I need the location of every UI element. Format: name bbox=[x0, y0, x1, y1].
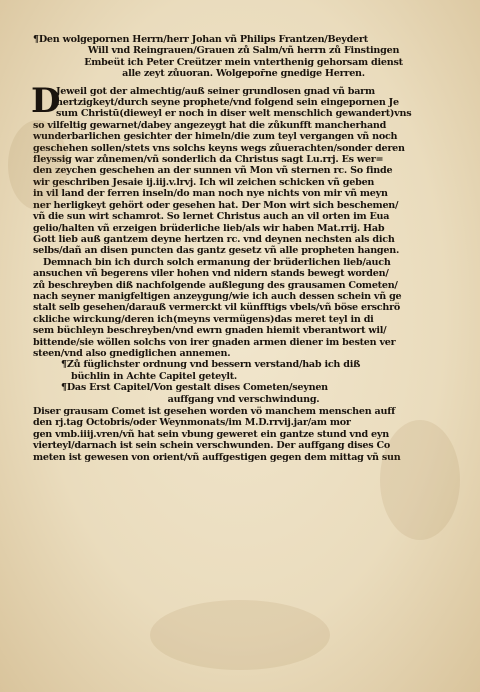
text-line: Jeweil got der almechtig/auß seiner grundlosen gnad vñ barm bbox=[56, 85, 375, 97]
text-line: vierteyl/darnach ist sein schein verschwunden. Der auffgang dises Co bbox=[33, 440, 390, 452]
text-line: hertzigkeyt/durch seyne prophete/vnd folgend sein eingepornen Je bbox=[56, 97, 399, 109]
initial-letter: D bbox=[31, 80, 61, 121]
text-line: Gott lieb auß gantzem deyne hertzen rc. vnd deynen nechsten als dich bbox=[33, 233, 395, 245]
text-line: gen vmb.iiij.vren/vñ hat sein vbung geweret ein gantze stund vnd eyn bbox=[33, 428, 389, 440]
text-line: gelio/halten vñ erzeigen brüderliche lieb/als wir haben Mat.rrij. Hab bbox=[33, 222, 385, 234]
paper-stain bbox=[8, 120, 68, 210]
text-line: selbs/dañ an disen puncten das gantz gesetz vñ alle propheten hangen. bbox=[33, 245, 400, 257]
text-line: wunderbarlichen gesichter der himeln/die zum teyl vergangen vñ noch bbox=[33, 131, 398, 143]
order-note bbox=[33, 359, 454, 382]
text-line: geschehen sollen/stets vns solchs keyns wegs zůuerachten/sonder deren bbox=[33, 142, 405, 154]
text-line: ansuchen vñ begerens viler hohen vnd nidern stands bewegt worden/ bbox=[33, 268, 389, 280]
dedication-line: Embeüt ich Peter Creützer mein vnterthenig gehorsam dienst bbox=[84, 56, 403, 68]
text-line: stalt selb gesehen/darauß vermerckt vil künfftigs vbels/vñ böse erschrö bbox=[33, 302, 401, 314]
text-line: den rj.tag Octobris/oder Weynmonats/im M.D.rrvij.jar/am mor bbox=[33, 417, 351, 429]
text-line: nach seyner manigfeltigen anzeygung/wie ich auch dessen schein vñ ge bbox=[33, 290, 402, 302]
dedication-block bbox=[33, 34, 454, 80]
first-paragraph-continued bbox=[33, 120, 454, 257]
text-line: bittende/sie wöllen solchs von irer gnaden armen diener im besten ver bbox=[33, 336, 396, 348]
text-line: in vil land der ferren inseln/do man noch nye nichts von mir vñ meyn bbox=[33, 188, 388, 200]
text-line: fleyssig war zůnemen/vñ sonderlich da Christus sagt Lu.rrj. Es wer= bbox=[33, 154, 384, 166]
text-line: steen/vnd also gnediglichen annemen. bbox=[33, 347, 231, 359]
text-line: Diser grausam Comet ist gesehen worden vö manchem menschen auff bbox=[33, 406, 395, 417]
text-line: ckliche wirckung/deren ich(meyns vermügens)das meret teyl in di bbox=[33, 313, 374, 325]
chapter-heading-line: auffgang vnd verschwindung. bbox=[167, 393, 320, 405]
text-line: sem büchleyn beschreyben/vnd ewrn gnaden hiemit vberantwort wil/ bbox=[33, 325, 387, 337]
dedication-line: alle zeyt zůuoran. Wolgepor̄ne gnedige Herren. bbox=[122, 68, 365, 80]
chapter-heading-line: ¶Das Erst Capitel/Von gestalt dises Cometen/seynen bbox=[61, 382, 328, 394]
dedication-line: Will vnd Reingrauen/Grauen zů Salm/vñ herrn zů Finstingen bbox=[87, 45, 400, 57]
text-line: zů beschreyben diß nachfolgende außlegung des grausamen Cometen/ bbox=[33, 279, 398, 291]
paper-stain bbox=[380, 420, 460, 540]
text-line: sum Christū(dieweyl er noch in diser welt menschlich gewandert)vns bbox=[56, 108, 412, 120]
first-paragraph bbox=[31, 80, 454, 121]
text-line: so vilfeltig gewarnet/dabey angezeygt hat die zůkunfft mancherhand bbox=[33, 119, 387, 131]
dedication-line: ¶Den wolgepornen Herrn/herr Johan vñ Philips Frantzen/Beydert bbox=[33, 34, 368, 45]
text-line: vñ die sun wirt schamrot. So lernet Christus auch an vil orten im Eua bbox=[33, 211, 390, 223]
text-line: Demnach bin ich durch solch ermanung der brüderlichen lieb/auch bbox=[43, 256, 391, 268]
second-paragraph bbox=[33, 257, 454, 360]
text-line: ner herligkeyt gehört oder gesehen hat. Der Mon wirt sich beschemen/ bbox=[33, 199, 399, 211]
text-line: meten ist gewesen von orient/vñ auffgestigen gegen dem mittag vñ sun bbox=[33, 451, 401, 463]
text-line: büchlin in Achte Capitel geteylt. bbox=[71, 370, 238, 382]
text-line: den zeychen geschehen an der sunnen vñ Mon vñ sternen rc. So finde bbox=[33, 165, 393, 177]
text-line: ¶Zů füglichster ordnung vnd bessern verstand/hab ich diß bbox=[61, 359, 361, 371]
paper-stain bbox=[150, 600, 330, 670]
text-line: wir geschriben Jesaie ij.iij.v.lrvj. Ich wil zeichen schicken vñ geben bbox=[33, 176, 375, 188]
chapter-heading bbox=[33, 382, 454, 405]
